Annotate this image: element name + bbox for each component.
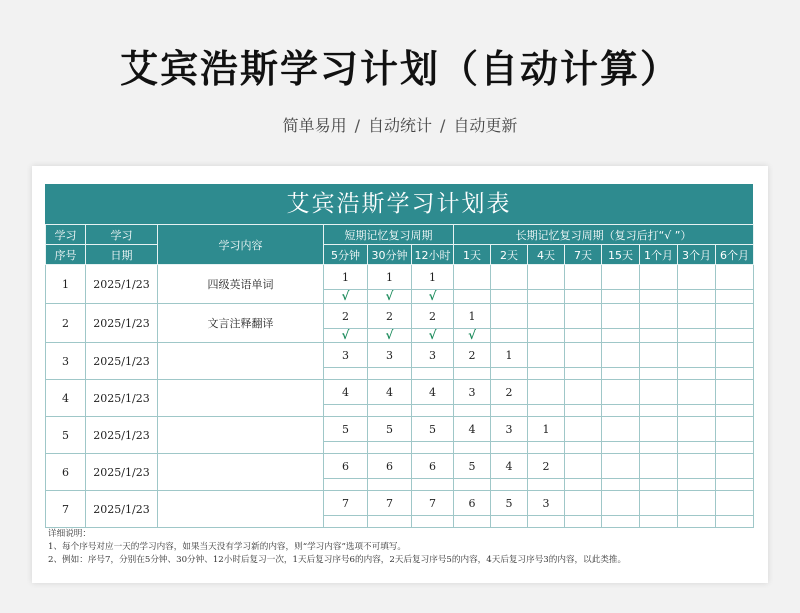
review-cell[interactable]: 2 [368,304,412,329]
review-cell[interactable] [716,380,754,405]
check-cell[interactable] [565,329,602,343]
check-cell[interactable] [528,368,565,380]
review-cell[interactable] [678,304,716,329]
review-cell[interactable]: 6 [324,454,368,479]
check-cell[interactable] [565,516,602,528]
check-cell[interactable] [565,479,602,491]
notes-line-1: 1、每个序号对应一天的学习内容，如果当天没有学习新的内容，则“学习内容”选项不可填写。 [48,542,407,552]
seq-cell[interactable]: 5 [46,417,86,454]
review-cell[interactable]: 7 [412,491,454,516]
check-mark-icon: √ [341,328,350,342]
review-cell[interactable] [602,265,640,290]
check-cell[interactable] [716,368,754,380]
check-cell[interactable] [678,290,716,304]
header-30min: 30分钟 [368,245,412,265]
review-cell[interactable]: 4 [412,380,454,405]
review-cell[interactable] [565,417,602,442]
check-cell[interactable] [491,442,528,454]
review-cell[interactable] [640,380,678,405]
check-cell[interactable] [368,290,412,304]
check-cell[interactable] [640,290,678,304]
header-1day: 1天 [454,245,491,265]
check-cell[interactable] [412,479,454,491]
check-cell[interactable] [454,329,491,343]
date-cell[interactable]: 2025/1/23 [86,491,158,528]
check-cell[interactable] [640,368,678,380]
review-cell[interactable]: 5 [412,417,454,442]
header-12h: 12小时 [412,245,454,265]
seq-cell[interactable]: 3 [46,343,86,380]
review-cell[interactable]: 3 [491,417,528,442]
check-cell[interactable] [528,479,565,491]
review-cell[interactable] [565,343,602,368]
review-cell[interactable] [528,343,565,368]
check-cell[interactable] [602,479,640,491]
date-cell[interactable]: 2025/1/23 [86,304,158,343]
table-row [46,491,754,516]
header-long-term-group: 长期记忆复习周期（复习后打“√ ”） [454,225,754,245]
seq-cell[interactable]: 7 [46,491,86,528]
review-cell[interactable] [678,265,716,290]
review-cell[interactable] [565,491,602,516]
check-mark-icon: √ [468,328,476,342]
review-cell[interactable]: 3 [528,491,565,516]
check-cell[interactable] [368,405,412,417]
review-cell[interactable]: 2 [412,304,454,329]
table-banner: 艾宾浩斯学习计划表 [45,184,753,224]
check-cell[interactable] [640,442,678,454]
review-cell[interactable] [602,491,640,516]
check-cell[interactable] [454,442,491,454]
review-cell[interactable]: 5 [491,491,528,516]
check-cell[interactable] [491,516,528,528]
review-cell[interactable] [602,454,640,479]
content-cell[interactable]: 四级英语单词 [158,265,324,304]
check-cell[interactable] [368,516,412,528]
review-cell[interactable] [602,417,640,442]
check-cell[interactable] [602,290,640,304]
review-cell[interactable] [565,265,602,290]
header-5min: 5分钟 [324,245,368,265]
review-cell[interactable] [528,304,565,329]
check-cell[interactable] [716,516,754,528]
review-cell[interactable]: 2 [324,304,368,329]
review-cell[interactable] [640,265,678,290]
review-cell[interactable]: 7 [368,491,412,516]
check-cell[interactable] [716,290,754,304]
plan-table [45,224,754,528]
content-cell[interactable] [158,380,324,417]
check-cell[interactable] [412,442,454,454]
review-cell[interactable] [602,343,640,368]
review-cell[interactable]: 4 [368,380,412,405]
table-row [46,265,754,290]
check-cell[interactable] [528,329,565,343]
review-cell[interactable]: 5 [368,417,412,442]
review-cell[interactable] [565,454,602,479]
check-cell[interactable] [716,442,754,454]
check-cell[interactable] [324,290,368,304]
review-cell[interactable] [640,491,678,516]
header-7day: 7天 [565,245,602,265]
check-cell[interactable] [565,405,602,417]
table-row [46,343,754,368]
check-cell[interactable] [640,405,678,417]
check-cell[interactable] [368,479,412,491]
check-mark-icon: √ [385,289,394,303]
check-cell[interactable] [528,516,565,528]
check-cell[interactable] [602,516,640,528]
check-cell[interactable] [491,405,528,417]
check-cell[interactable] [565,442,602,454]
review-cell[interactable] [565,304,602,329]
header-date-bottom: 日期 [86,245,158,265]
check-cell[interactable] [412,405,454,417]
review-cell[interactable] [716,454,754,479]
check-cell[interactable] [412,516,454,528]
review-cell[interactable] [640,343,678,368]
review-cell[interactable] [491,265,528,290]
notes [48,528,748,567]
check-mark-icon: √ [341,289,350,303]
subtitle-item-auto-update: 自动更新 [453,116,518,135]
review-cell[interactable] [716,304,754,329]
review-cell[interactable]: 3 [324,343,368,368]
check-cell[interactable] [640,479,678,491]
check-cell[interactable] [324,516,368,528]
review-cell[interactable]: 1 [324,265,368,290]
content-cell[interactable] [158,491,324,528]
check-cell[interactable] [368,368,412,380]
check-cell[interactable] [491,290,528,304]
subtitle-item-auto-stats: 自动统计 [367,116,432,135]
check-cell[interactable] [640,329,678,343]
seq-cell[interactable]: 2 [46,304,86,343]
review-cell[interactable]: 6 [368,454,412,479]
check-mark-icon: √ [428,289,437,303]
header-short-term-group: 短期记忆复习周期 [324,225,454,245]
review-cell[interactable] [528,380,565,405]
review-cell[interactable] [678,343,716,368]
check-mark-icon: √ [385,328,394,342]
subtitle [0,113,800,136]
notes-heading: 详细说明： [48,529,91,539]
header-1month: 1个月 [640,245,678,265]
review-cell[interactable] [565,380,602,405]
review-cell[interactable] [491,304,528,329]
check-cell[interactable] [324,329,368,343]
check-cell[interactable] [602,329,640,343]
check-cell[interactable] [368,442,412,454]
subtitle-separator: / [440,116,446,135]
header-seq-top: 学习 [46,225,86,245]
check-cell[interactable] [716,479,754,491]
seq-cell[interactable]: 6 [46,454,86,491]
subtitle-item-easy: 简单易用 [282,116,347,135]
check-cell[interactable] [716,329,754,343]
header-date-top: 学习 [86,225,158,245]
date-cell[interactable]: 2025/1/23 [86,265,158,304]
check-cell[interactable] [640,516,678,528]
check-cell[interactable] [491,479,528,491]
subtitle-separator: / [354,116,360,135]
check-cell[interactable] [454,290,491,304]
table-row [46,454,754,479]
check-cell[interactable] [491,368,528,380]
header-content: 学习内容 [158,225,324,265]
review-cell[interactable] [640,417,678,442]
review-cell[interactable]: 4 [491,454,528,479]
check-cell[interactable] [602,368,640,380]
review-cell[interactable]: 6 [454,491,491,516]
date-cell[interactable]: 2025/1/23 [86,454,158,491]
spreadsheet-sheet [32,166,768,583]
check-cell[interactable] [528,442,565,454]
header-15day: 15天 [602,245,640,265]
review-cell[interactable]: 7 [324,491,368,516]
review-cell[interactable]: 2 [528,454,565,479]
content-cell[interactable] [158,417,324,454]
check-cell[interactable] [412,368,454,380]
content-cell[interactable] [158,343,324,380]
check-cell[interactable] [324,405,368,417]
check-cell[interactable] [678,329,716,343]
check-cell[interactable] [454,368,491,380]
review-cell[interactable] [716,265,754,290]
plan-table-container [45,184,753,528]
review-cell[interactable]: 6 [412,454,454,479]
review-cell[interactable] [716,343,754,368]
review-cell[interactable]: 1 [528,417,565,442]
review-cell[interactable] [602,380,640,405]
plan-table-body [46,265,754,528]
table-row [46,380,754,405]
content-cell[interactable]: 文言注释翻译 [158,304,324,343]
date-cell[interactable]: 2025/1/23 [86,343,158,380]
check-cell[interactable] [454,479,491,491]
review-cell[interactable] [716,491,754,516]
review-cell[interactable]: 1 [491,343,528,368]
review-cell[interactable]: 5 [324,417,368,442]
check-cell[interactable] [602,442,640,454]
check-cell[interactable] [565,290,602,304]
review-cell[interactable]: 4 [324,380,368,405]
check-cell[interactable] [678,368,716,380]
seq-cell[interactable]: 1 [46,265,86,304]
review-cell[interactable]: 3 [454,380,491,405]
header-6month: 6个月 [716,245,754,265]
review-cell[interactable]: 5 [454,454,491,479]
review-cell[interactable] [528,265,565,290]
date-cell[interactable]: 2025/1/23 [86,380,158,417]
review-cell[interactable]: 4 [454,417,491,442]
check-mark-icon: √ [428,328,437,342]
check-cell[interactable] [324,479,368,491]
check-cell[interactable] [491,329,528,343]
check-cell[interactable] [678,405,716,417]
check-cell[interactable] [716,405,754,417]
review-cell[interactable] [678,491,716,516]
review-cell[interactable]: 1 [454,304,491,329]
check-cell[interactable] [565,368,602,380]
review-cell[interactable]: 3 [412,343,454,368]
header-seq-bottom: 序号 [46,245,86,265]
content-cell[interactable] [158,454,324,491]
review-cell[interactable]: 1 [368,265,412,290]
review-cell[interactable] [640,454,678,479]
review-cell[interactable] [716,417,754,442]
check-cell[interactable] [678,479,716,491]
check-cell[interactable] [454,405,491,417]
table-row [46,304,754,329]
page-title: 艾宾浩斯学习计划（自动计算） [119,47,680,91]
check-cell[interactable] [412,329,454,343]
check-cell[interactable] [678,516,716,528]
review-cell[interactable]: 3 [368,343,412,368]
check-cell[interactable] [368,329,412,343]
check-cell[interactable] [412,290,454,304]
review-cell[interactable]: 1 [412,265,454,290]
review-cell[interactable] [602,304,640,329]
review-cell[interactable] [678,454,716,479]
table-row [46,417,754,442]
seq-cell[interactable]: 4 [46,380,86,417]
check-cell[interactable] [324,368,368,380]
check-cell[interactable] [324,442,368,454]
check-cell[interactable] [454,516,491,528]
review-cell[interactable] [454,265,491,290]
header-4day: 4天 [528,245,565,265]
check-cell[interactable] [528,290,565,304]
date-cell[interactable]: 2025/1/23 [86,417,158,454]
review-cell[interactable]: 2 [454,343,491,368]
review-cell[interactable] [678,380,716,405]
check-cell[interactable] [528,405,565,417]
check-cell[interactable] [678,442,716,454]
check-cell[interactable] [602,405,640,417]
review-cell[interactable] [640,304,678,329]
review-cell[interactable]: 2 [491,380,528,405]
header-3month: 3个月 [678,245,716,265]
header-2day: 2天 [491,245,528,265]
notes-line-2: 2、例如：序号7，分别在5分钟、30分钟、12小时后复习一次，1天后复习序号6的内容，2天后复习序号5的内容，4天后复习序号3的内容，以此类推。 [48,555,627,565]
review-cell[interactable] [678,417,716,442]
